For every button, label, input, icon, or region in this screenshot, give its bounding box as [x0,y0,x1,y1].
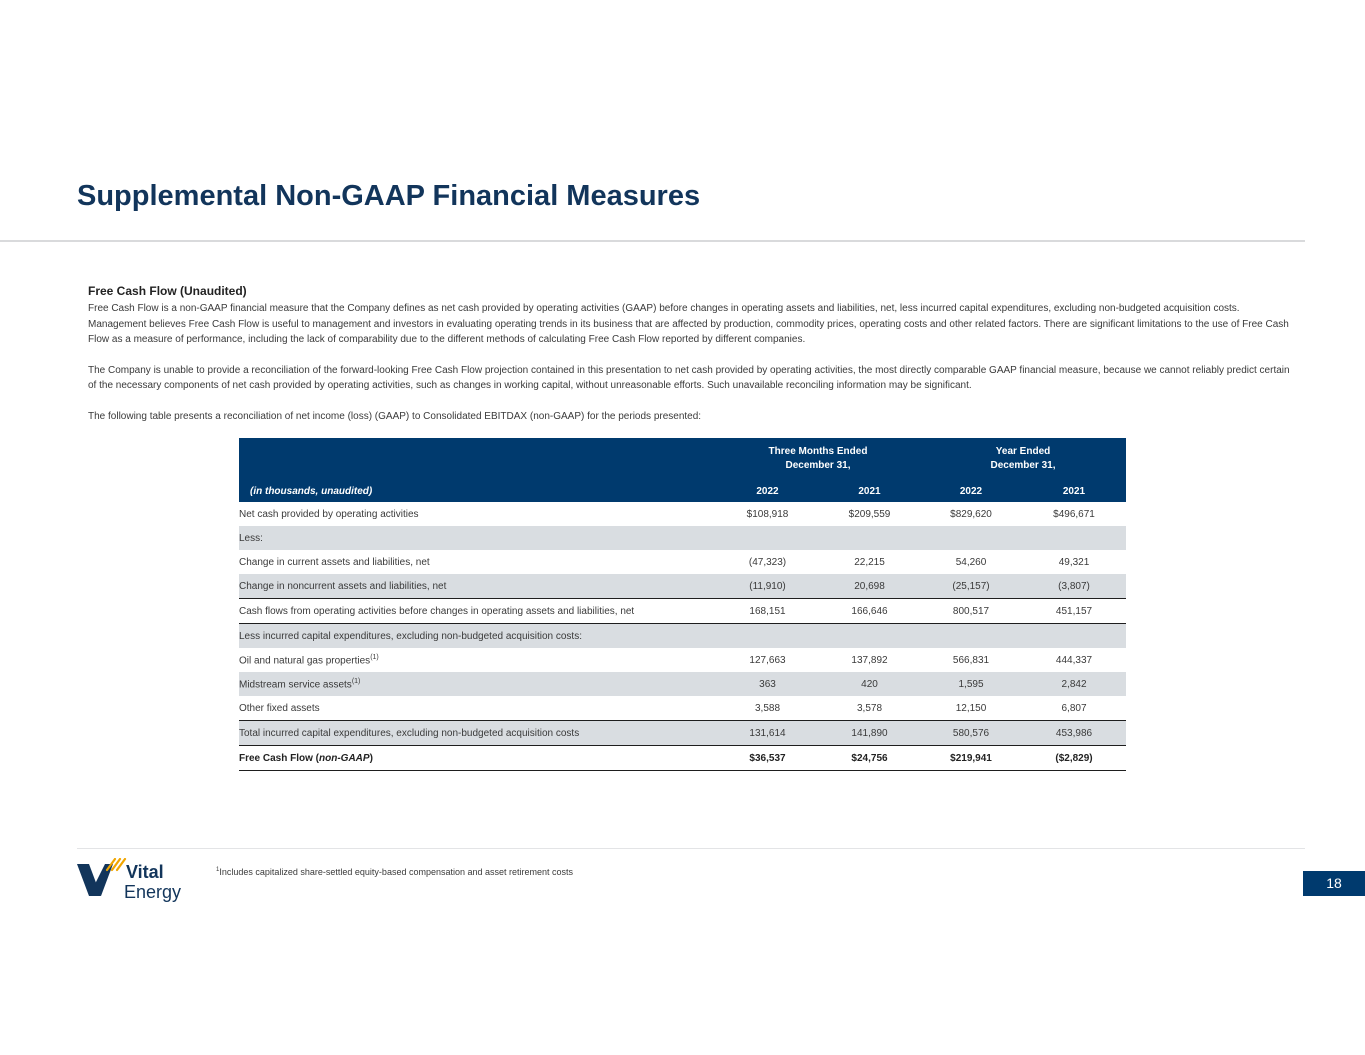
free-cash-flow-table [239,438,1126,771]
group-header-line2: December 31, [990,460,1056,471]
year-header: 2021 [1022,480,1126,502]
cell-value [1022,624,1126,649]
cell-value: 566,831 [952,654,990,666]
cell-value: ($2,829) [1022,746,1126,771]
cell-value: 141,890 [819,721,920,746]
cell-value: (11,910) [716,574,819,599]
section-heading: Free Cash Flow (Unaudited) [88,284,247,298]
vital-energy-logo [77,858,202,902]
row-label: Change in noncurrent assets and liabilities, net [239,574,716,599]
footnote-text: Includes capitalized share-settled equity-based compensation and asset retirement costs [219,867,574,877]
cell-value: 453,986 [1022,721,1126,746]
row-label: Total incurred capital expenditures, excluding non-budgeted acquisition costs [239,721,716,746]
group-header-line1: Three Months Ended [768,446,868,457]
cell-value [716,624,819,649]
cell-value [1022,526,1126,550]
row-label [239,746,716,771]
cell-value: 22,215 [854,556,885,568]
cell-value: (25,157) [920,574,1022,599]
table-row [239,502,1126,526]
table-row [239,526,1126,550]
cell-value: 1,595 [920,672,1022,696]
cell-value: $209,559 [848,508,891,520]
row-label: Less: [239,526,716,550]
row-label-text: Midstream service assets [239,679,352,691]
cell-value: $24,756 [819,746,920,771]
cell-value: 580,576 [920,721,1022,746]
row-label [239,648,716,672]
title-divider [0,240,1305,242]
cell-value: $108,918 [746,508,789,520]
cell-value: 800,517 [920,599,1022,624]
logo-text-vital: Vital [126,862,164,882]
year-header: 2022 [920,480,1022,502]
cell-value: 6,807 [1022,696,1126,721]
row-label-end: ) [369,752,373,764]
row-label: Net cash provided by operating activities [239,508,419,520]
footnote [216,867,573,877]
footnote-ref: (1) [351,677,361,685]
cell-value: 54,260 [955,556,987,568]
footnote-ref: (1) [370,653,379,661]
row-label [239,672,716,696]
year-header: 2022 [716,480,819,502]
group-header-line1: Year Ended [995,446,1051,457]
table-row [239,574,1126,599]
cell-value [716,526,819,550]
cell-value [920,526,1022,550]
cell-value: 168,151 [716,599,819,624]
cell-value: 3,588 [716,696,819,721]
cell-value: 420 [819,672,920,696]
table-row [239,721,1126,746]
logo-text-energy: Energy [124,882,182,902]
definition-paragraph: Free Cash Flow is a non-GAAP financial measure that the Company defines as net cash provided by operating activities (GAAP) before changes in operating assets and liabilities, net, less incurred capital expenditures, excluding non-budgeted acquisition costs. Management believes Free Cash Flow is useful to management and investors in evaluating operating trends in its business that are affected by production, commodity prices, operating costs and other related factors. There are significant limitations to the use of Free Cash Flow as a measure of performance, including the lack of comparability due to the different methods of calculating Free Cash Flow reported by different companies. [88,303,1289,345]
cell-value: 20,698 [819,574,920,599]
group-header-line2: December 31, [785,460,851,471]
cell-value: $36,537 [716,746,819,771]
cell-value: $496,671 [1053,508,1095,520]
page-number: 18 [1303,871,1365,896]
cell-value [920,624,1022,649]
cell-value: 3,578 [819,696,920,721]
cell-value: 2,842 [1022,672,1126,696]
table-row [239,599,1126,624]
table-row [239,696,1126,721]
row-label-text: Free Cash Flow ( [239,752,320,764]
table-row [239,624,1126,649]
table-row [239,648,1126,672]
cell-value: 12,150 [920,696,1022,721]
page-title: Supplemental Non-GAAP Financial Measures [77,180,701,212]
table-row [239,550,1126,574]
blank-header-cell [239,438,716,480]
row-label: Change in current assets and liabilities, net [239,556,430,568]
cell-value: 49,321 [1058,556,1090,568]
cell-value: 444,337 [1055,654,1093,666]
row-label: Other fixed assets [239,696,716,721]
cell-value: 127,663 [749,654,786,666]
cell-value: $219,941 [920,746,1022,771]
reconciliation-note-paragraph: The Company is unable to provide a reconciliation of the forward-looking Free Cash Flow projection contained in this presentation to net cash provided by operating activities, the most directly comparable GAAP financial measure, because we cannot reliably predict certain of the necessary components of net cash provided by operating activities, such as changes in working capital, without unreasonable efforts. Such unavailable reconciling information may be significant. [88,364,1290,391]
cell-value: 131,614 [716,721,819,746]
table-total-row [239,746,1126,771]
cell-value: 137,892 [851,654,888,666]
table-year-header-row [239,480,1126,502]
row-label-text: Oil and natural gas properties [239,655,371,667]
cell-value: $829,620 [950,508,992,520]
cell-value: 166,646 [819,599,920,624]
cell-value: 363 [716,672,819,696]
footnote-marker: 1 [216,867,220,873]
cell-value [819,624,920,649]
cell-value: (3,807) [1022,574,1126,599]
free-cash-flow-section [88,284,1293,439]
table-intro-paragraph: The following table presents a reconciliation of net income (loss) (GAAP) to Consolidated EBITDAX (non-GAAP) for the periods presented: [88,410,702,422]
year-ended-header [920,438,1126,480]
units-header: (in thousands, unaudited) [239,480,716,502]
year-header: 2021 [819,480,920,502]
cell-value: 451,157 [1022,599,1126,624]
cell-value [819,526,920,550]
three-months-ended-header [716,438,920,480]
cell-value: (47,323) [748,556,787,568]
table-group-header-row [239,438,1126,480]
row-label: Less incurred capital expenditures, excluding non-budgeted acquisition costs: [239,624,716,649]
table-row [239,672,1126,696]
row-label-italic: non-GAAP [319,752,370,764]
footer-divider [77,848,1305,849]
row-label: Cash flows from operating activities before changes in operating assets and liabilities, net [239,599,716,624]
